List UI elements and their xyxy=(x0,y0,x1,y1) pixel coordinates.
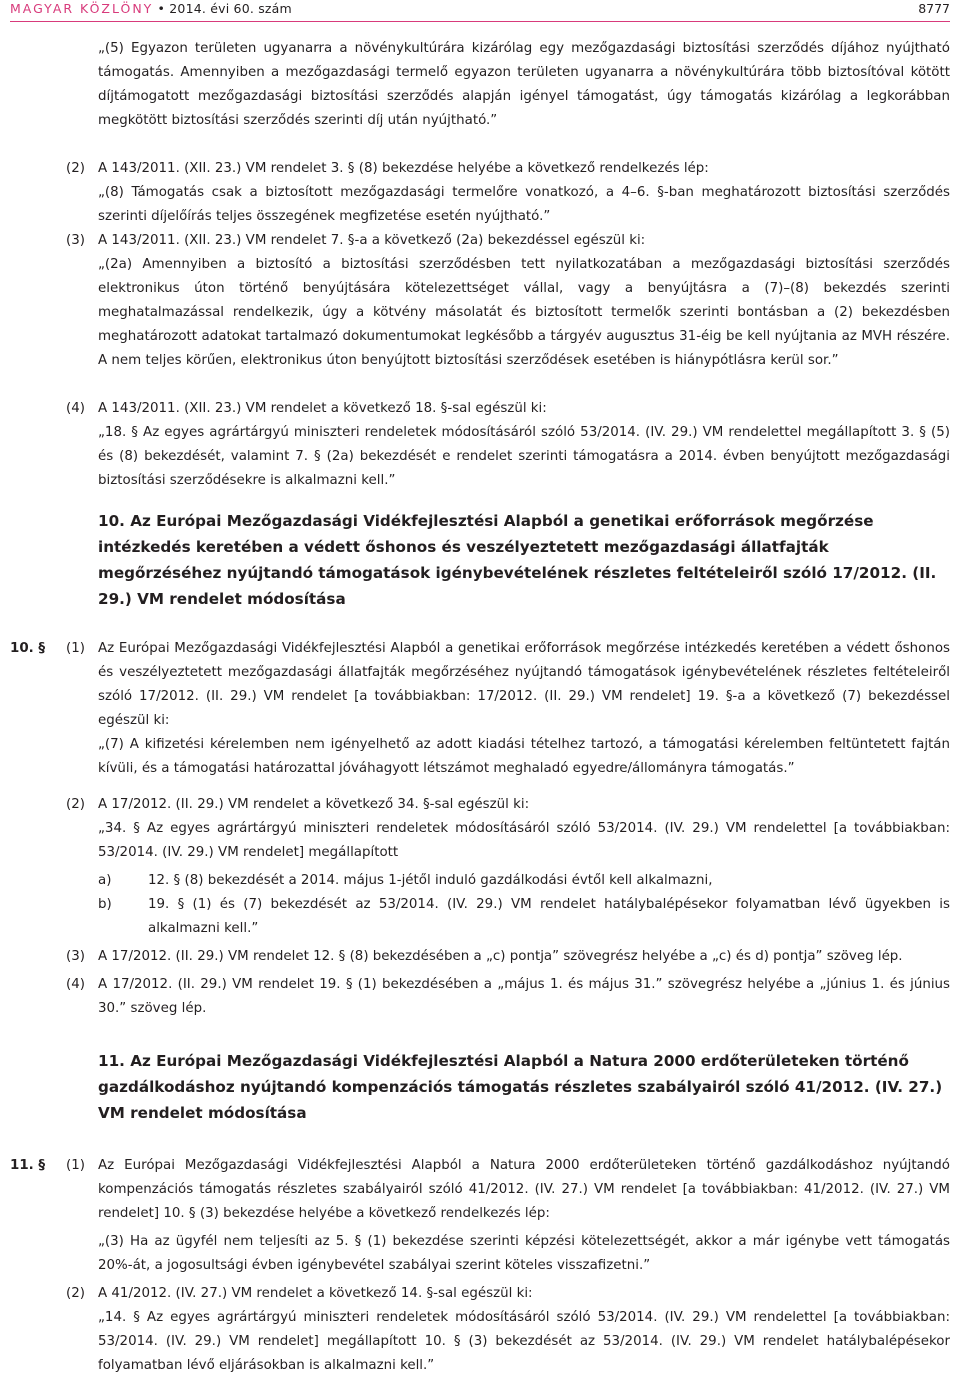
page-number: 8777 xyxy=(918,1,950,16)
issue-label: • 2014. évi 60. szám xyxy=(157,1,292,16)
subsection-number: (4) xyxy=(66,401,85,416)
quoted-paragraph: „(8) Támogatás csak a biztosított mezőgazdasági termelőre vonatkozó, a 4–6. §-ban meghatározott biztosítási szerződés szerinti díjelőírás teljes összegének megfizetése esetén nyújtható.” xyxy=(98,185,950,224)
subsection-text: A 17/2012. (II. 29.) VM rendelet a következő 34. §-sal egészül ki: xyxy=(98,797,530,812)
list-text: 19. § (1) és (7) bekezdését az 53/2014. (IV. 29.) VM rendelet hatálybalépésekor folyamatban lévő ügyekben is alkalmazni kell.” xyxy=(148,897,950,936)
header-rule xyxy=(10,21,950,22)
subsection-text: A 41/2012. (IV. 27.) VM rendelet a következő 14. §-sal egészül ki: xyxy=(98,1286,533,1301)
chapter-heading: 10. Az Európai Mezőgazdasági Vidékfejlesztési Alapból a genetikai erőforrások megőrzése intézkedés keretében a védett őshonos és veszélyeztetett mezőgazdasági állatfajták megőrzéséhez nyújtandó támogatások igénybevételének részletes feltételeiről szóló 17/2012. (II. 29.) VM rendelet módosítása xyxy=(98,512,937,608)
section-label: 11. § xyxy=(10,1158,46,1173)
subsection-text: A 143/2011. (XII. 23.) VM rendelet a következő 18. §-sal egészül ki: xyxy=(98,401,547,416)
subsection-number: (3) xyxy=(66,949,85,964)
subsection-number: (3) xyxy=(66,233,85,248)
subsection-number: (1) xyxy=(66,1158,85,1173)
quoted-paragraph: „(7) A kifizetési kérelemben nem igényelhető az adott kiadási tételhez tartozó, a támogatási kérelemben feltüntetett fajtán kívüli, és a támogatási határozattal jóváhagyott létszámot meghaladó egyedre/állományra támogatás.” xyxy=(98,737,950,776)
subsection-number: (1) xyxy=(66,641,85,656)
quoted-paragraph: „(5) Egyazon területen ugyanarra a növénykultúrára kizárólag egy mezőgazdasági biztosítási szerződés díjához nyújtható támogatás. Amennyiben a mezőgazdasági termelő egyazon területen ugyanarra a növénykultúrára több biztosítóval kötött díjtámogatott mezőgazdasági biztosítási szerződés alapján igényel támogatást, úgy támogatás kizárólag a legkorábban megkötött biztosítási szerződés szerinti díj után nyújtható.” xyxy=(98,41,950,128)
subsection-text: A 17/2012. (II. 29.) VM rendelet 12. § (8) bekezdésében a „c) pontja” szövegrész helyébe a „c) és d) pontja” szöveg lép. xyxy=(98,949,903,964)
subsection-number: (4) xyxy=(66,977,85,992)
page-header xyxy=(10,0,950,20)
quoted-paragraph: „14. § Az egyes agrártárgyú miniszteri rendeletek módosításáról szóló 53/2014. (IV. 29.) VM rendelettel [a továbbiakban: 53/2014. (IV. 29.) VM rendelet] megállapított 10. § (3) bekezdését az 53/2014. (IV. 29.) VM rendelet hatálybalépésekor folyamatban lévő eljárásokban is alkalmazni kell.” xyxy=(98,1310,950,1373)
subsection-text: Az Európai Mezőgazdasági Vidékfejlesztési Alapból a genetikai erőforrások megőrzése intézkedés keretében a védett őshonos és veszélyeztetett mezőgazdasági állatfajták megőrzéséhez nyújtandó támogatások igénybevételének részletes feltételeiről szóló 17/2012. (II. 29.) VM rendelet [a továbbiakban: 17/2012. (II. 29.) VM rendelet] 19. §-a a következő (7) bekezdéssel egészül ki: xyxy=(98,641,950,728)
list-label: b) xyxy=(98,897,112,912)
journal-name: MAGYAR KÖZLÖNY xyxy=(10,1,154,16)
quoted-paragraph: „18. § Az egyes agrártárgyú miniszteri rendeletek módosításáról szóló 53/2014. (IV. 29.) VM rendelettel megállapított 3. § (5) és (8) bekezdését, valamint 7. § (2a) bekezdését e rendelet szerinti támogatásra a 2014. évben benyújtott mezőgazdasági biztosítási szerződésekre is alkalmazni kell.” xyxy=(98,425,950,488)
subsection-text: A 143/2011. (XII. 23.) VM rendelet 7. §-a a következő (2a) bekezdéssel egészül ki: xyxy=(98,233,646,248)
subsection-text: A 17/2012. (II. 29.) VM rendelet 19. § (1) bekezdésében a „május 1. és május 31.” szövegrész helyébe a „június 1. és június 30.” szöveg lép. xyxy=(98,977,950,1016)
subsection-text: A 143/2011. (XII. 23.) VM rendelet 3. § (8) bekezdése helyébe a következő rendelkezés lép: xyxy=(98,161,709,176)
quoted-paragraph: „(3) Ha az ügyfél nem teljesíti az 5. § (1) bekezdése szerinti képzési kötelezettségét, akkor a már igénybe vett támogatás 20%-át, a jogosultsági évben igénybevétel szabályai szerint köteles visszafizetni.” xyxy=(98,1234,950,1273)
subsection-text: Az Európai Mezőgazdasági Vidékfejlesztési Alapból a Natura 2000 erdőterületeken történő gazdálkodáshoz nyújtandó kompenzációs támogatás részletes szabályairól szóló 41/2012. (IV. 27.) VM rendelet [a továbbiakban: 41/2012. (IV. 27.) VM rendelet] 10. § (3) bekezdése helyébe a következő rendelkezés lép: xyxy=(98,1158,950,1221)
section-label: 10. § xyxy=(10,641,46,656)
quoted-paragraph: „34. § Az egyes agrártárgyú miniszteri rendeletek módosításáról szóló 53/2014. (IV. 29.) VM rendelettel [a továbbiakban: 53/2014. (IV. 29.) VM rendelet] megállapított xyxy=(98,821,950,860)
list-text: 12. § (8) bekezdését a 2014. május 1-jétől induló gazdálkodási évtől kell alkalmazni, xyxy=(148,873,713,888)
chapter-heading: 11. Az Európai Mezőgazdasági Vidékfejlesztési Alapból a Natura 2000 erdőterületeken történő gazdálkodáshoz nyújtandó kompenzációs támogatás részletes szabályairól szóló 41/2012. (IV. 27.) VM rendelet módosítása xyxy=(98,1052,943,1122)
subsection-number: (2) xyxy=(66,797,85,812)
subsection-number: (2) xyxy=(66,161,85,176)
quoted-paragraph: „(2a) Amennyiben a biztosító a biztosítási szerződésben tett nyilatkozatában a mezőgazdasági biztosítási szerződés elektronikus úton történő benyújtására kötelezettséget vállal, vagy a benyújtásra a (7)–(8) bekezdés szerinti meghatalmazással rendelkezik, úgy a kötvény másolatát és biztosított termelők szerinti bontásban a (2) bekezdésben meghatározott adatokat tartalmazó dokumentumokat legkésőbb a tárgyév augusztus 31-éig be kell nyújtania az MVH részére. A nem teljes körűen, elektronikus úton benyújtott biztosítási szerződések esetében is hiánypótlásra kerül sor.” xyxy=(98,257,950,368)
list-label: a) xyxy=(98,873,112,888)
journal-title xyxy=(10,0,292,18)
subsection-number: (2) xyxy=(66,1286,85,1301)
